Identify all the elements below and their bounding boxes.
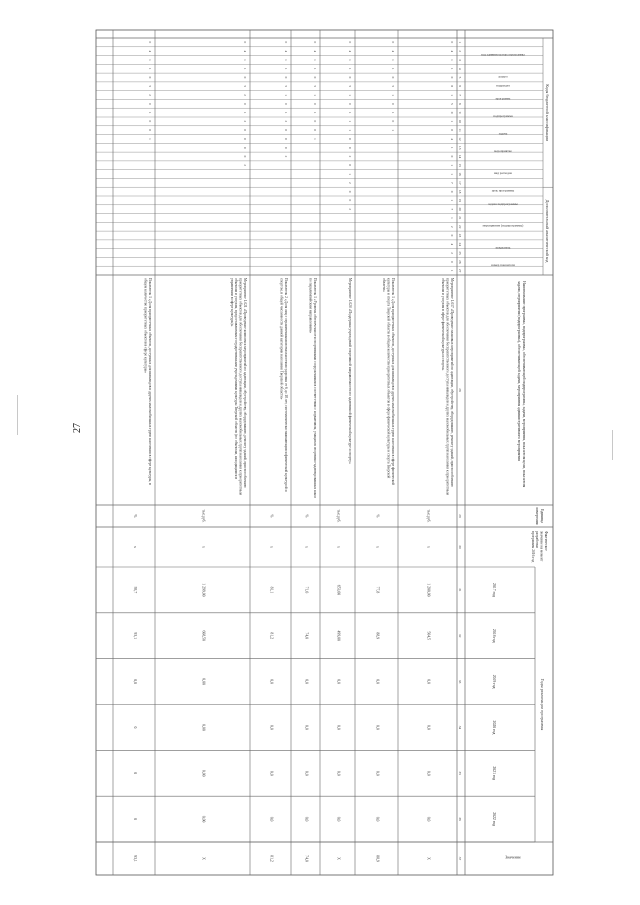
- row-code-digit: 0: [348, 164, 352, 167]
- row-code-digit: 1: [391, 59, 395, 61]
- column-number: 37: [458, 856, 462, 861]
- row-code-digit: 1: [450, 94, 454, 96]
- row-code-digit: 1: [348, 59, 352, 61]
- row-code-digit: 0: [348, 41, 352, 44]
- row-base: х: [375, 546, 380, 548]
- row-code-digit: 1: [313, 67, 317, 70]
- row-code-digit: 4: [284, 50, 288, 53]
- row-code-digit: 7: [450, 208, 454, 211]
- column-number: 19: [458, 198, 462, 203]
- row-total: 88,9: [375, 855, 380, 862]
- code-header-gov_code: код администратора программы: [481, 52, 525, 57]
- year-header-2019: 2019 год: [492, 674, 496, 689]
- row-code-digit: 0: [243, 41, 247, 44]
- row-name: Мероприятие 1.021 «Проведение комплекса мероприятий по адаптации, обустройству, оборудованию, ремонту зданий, приспособлениюприоритетных объектов для обеспечения беспрепятственного доступа инвалидов и других маломобильных групп населения к приоритетнымобъектам и услугам, предоставляемым государственными учреждениями культуры Тверской области (по объектам, находящимся вуправлении в сфере культуры)»: [229, 278, 247, 496]
- row-code-digit: 1: [450, 269, 454, 272]
- row-code-digit: 5: [391, 85, 395, 88]
- row-code-digit: 2: [243, 120, 247, 123]
- column-number: 16: [458, 172, 462, 176]
- code-header-admin_task: задача подпрограммы: [488, 201, 518, 206]
- row-base: х: [426, 546, 431, 548]
- column-number: 18: [458, 189, 462, 194]
- row-code-digit: 0: [313, 129, 317, 132]
- row-value-y2022: 0,0: [269, 816, 274, 822]
- row-unit: %: [133, 514, 137, 518]
- row-code-digit: 7: [450, 181, 454, 184]
- row-code-digit: 1: [348, 129, 352, 132]
- column-number: 34: [458, 725, 462, 730]
- column-number: 21: [458, 216, 462, 220]
- row-value-y2022: 0,0: [304, 816, 309, 822]
- row-base: х: [133, 546, 137, 548]
- row-name: Мероприятие 1.017 «Проведение плановых мероприятий по адаптации, обустройству, оборудованию, ремонту зданий, приспособлениюприоритетных объектов для обеспечения беспрепятственного доступа инвалидов и других маломобильных групп населения к приоритетнымобъектам и услугам в сфере физической культуры и спорта»: [441, 278, 454, 496]
- row-code-digit: 1: [148, 67, 152, 70]
- row-code-digit: 0: [450, 41, 454, 44]
- row-code-digit: 8: [450, 85, 454, 88]
- column-number: 28: [458, 388, 462, 392]
- row-code-digit: 2: [148, 94, 152, 96]
- row-code-digit: 1: [450, 217, 454, 219]
- row-code-digit: 0: [243, 129, 247, 132]
- row-value-y2022: 0,00: [201, 815, 206, 823]
- code-header-main_razdel: раздел: [498, 74, 508, 79]
- row-code-digit: 0: [284, 76, 288, 79]
- year-header-2018: 2018 год: [492, 628, 496, 643]
- code-header-subprogram: подпрограмма: [493, 114, 513, 118]
- column-number: 30: [458, 545, 462, 549]
- row-total: Х: [336, 857, 341, 860]
- row-code-digit: 5: [284, 85, 288, 88]
- row-value-y2017: 653,00: [336, 584, 341, 596]
- row-value-y2022: 0: [133, 818, 137, 821]
- row-code-digit: 1: [243, 59, 247, 61]
- row-value-y2017: 77,8: [375, 586, 380, 594]
- row-value-y2022: 0,0: [426, 816, 431, 822]
- row-base: х: [201, 546, 206, 548]
- row-unit: %: [375, 514, 380, 518]
- column-number: 10: [458, 119, 462, 124]
- row-value-y2018: 504,5: [426, 631, 431, 641]
- column-number: 23: [458, 233, 462, 238]
- row-code-digit: 0: [313, 76, 317, 79]
- row-code-digit: 0: [391, 120, 395, 123]
- row-value-y2020: 0: [133, 726, 137, 729]
- row-code-digit: 0: [450, 76, 454, 79]
- column-number: 15: [458, 163, 462, 167]
- row-base: х: [336, 546, 341, 548]
- column-number: 14: [458, 154, 462, 159]
- codes-title: Коды бюджетной классификации: [545, 84, 550, 141]
- row-code-digit: 0: [284, 146, 288, 149]
- column-number: 25: [458, 251, 462, 255]
- row-value-y2017: 93,7: [133, 586, 137, 594]
- row-code-digit: 4: [450, 138, 454, 140]
- column-number: 6: [458, 85, 462, 88]
- row-value-y2020: 0,0: [336, 725, 341, 730]
- row-code-digit: 1: [313, 138, 317, 140]
- row-code-digit: 0: [450, 155, 454, 158]
- row-code-digit: 1: [148, 111, 152, 114]
- column-number: 24: [458, 242, 462, 246]
- row-value-y2018: 608,50: [201, 630, 206, 641]
- row-value-y2020: 0,0: [304, 725, 309, 730]
- row-code-digit: 1: [348, 111, 352, 114]
- row-code-digit: 2: [450, 252, 454, 254]
- row-code-digit: 2: [284, 155, 288, 158]
- fin-header: Фактическоезначение на моментразработкипрограммы 2016 год: [530, 531, 548, 563]
- budget-table: [96, 30, 553, 875]
- row-value-y2020: 0,0: [426, 725, 431, 730]
- row-code-digit: 1: [284, 94, 288, 96]
- row-code-digit: 1: [284, 59, 288, 61]
- row-code-digit: 1: [450, 146, 454, 149]
- row-code-digit: 5: [148, 85, 152, 88]
- row-value-y2021: 0,0: [375, 770, 380, 776]
- row-code-digit: 1: [450, 120, 454, 123]
- code-header-admin_code_sub: цель программы: [491, 188, 515, 193]
- row-code-digit: 1: [284, 111, 288, 114]
- years-title: Годы реализации программы: [540, 678, 545, 731]
- row-code-digit: 0: [450, 111, 454, 114]
- column-number: 9: [458, 111, 462, 114]
- row-code-digit: 5: [313, 85, 317, 88]
- row-code-digit: 0: [348, 146, 352, 149]
- row-code-digit: 1: [450, 67, 454, 70]
- row-code-digit: 1: [450, 173, 454, 175]
- row-total: 93,1: [133, 855, 137, 862]
- row-code-digit: 0: [284, 102, 288, 105]
- column-number: 32: [458, 634, 462, 638]
- column-number: 31: [458, 588, 462, 592]
- year-header-2020: 2020 год: [492, 720, 496, 735]
- table-border: [96, 30, 553, 875]
- column-number: 35: [458, 771, 462, 775]
- row-total: Х: [201, 857, 206, 860]
- row-value-y2019: 0,0: [269, 679, 274, 684]
- row-value-y2021: 0,0: [304, 770, 309, 776]
- scan-margin-mark-right: [612, 430, 613, 460]
- row-unit: тыс.руб.: [336, 509, 341, 523]
- row-code-digit: 0: [148, 129, 152, 132]
- row-code-digit: 0: [391, 41, 395, 44]
- row-code-digit: 1: [391, 67, 395, 70]
- year-header-2017: 2017 год: [492, 583, 496, 597]
- column-number: 13: [458, 146, 462, 150]
- row-value-y2021: 0: [133, 772, 137, 775]
- row-code-digit: 0: [148, 120, 152, 123]
- row-value-y2019: 0,0: [304, 679, 309, 684]
- row-total: 81,2: [269, 855, 274, 862]
- column-number: 33: [458, 679, 462, 684]
- row-value-y2018: 74,0: [304, 632, 309, 640]
- row-code-digit: 0: [348, 102, 352, 105]
- row-code-digit: 2: [348, 181, 352, 184]
- row-code-digit: 4: [243, 50, 247, 53]
- row-code-digit: 1: [148, 59, 152, 61]
- row-unit: %: [304, 514, 309, 518]
- column-number: 8: [458, 102, 462, 105]
- row-code-digit: 1: [348, 94, 352, 96]
- row-code-digit: 4: [450, 50, 454, 53]
- row-code-digit: 0: [243, 102, 247, 105]
- row-code-digit: 5: [450, 102, 454, 105]
- row-code-digit: 0: [391, 76, 395, 79]
- row-code-digit: 0: [243, 76, 247, 79]
- row-value-y2020: 0,00: [201, 724, 206, 731]
- row-name: Мероприятие 1.020 «Поддержка учреждений спортивной направленности по адаптивной физической культуре и спорту»: [348, 278, 352, 464]
- code-header-admin_measure: мероприятие (подпрограммы): [482, 223, 524, 228]
- row-code-digit: 1: [348, 67, 352, 70]
- row-code-digit: 0: [313, 41, 317, 44]
- code-header-kind: вид расходов: [494, 171, 512, 176]
- row-value-y2020: 0,0: [375, 725, 380, 730]
- row-value-y2019: 0,0: [336, 679, 341, 684]
- row-code-digit: 0: [450, 190, 454, 193]
- row-code-digit: 0: [284, 41, 288, 44]
- code-header-task: задача: [498, 131, 508, 136]
- row-code-digit: 0: [313, 102, 317, 105]
- row-code-digit: 1: [391, 129, 395, 132]
- column-number: 1: [458, 41, 462, 44]
- row-code-digit: 2: [243, 94, 247, 96]
- column-number: 22: [458, 225, 462, 229]
- row-code-digit: 1: [313, 94, 317, 96]
- row-code-digit: 1: [348, 120, 352, 123]
- row-unit: тыс.руб.: [201, 509, 206, 523]
- row-code-digit: 1: [313, 59, 317, 61]
- row-code-digit: 1: [313, 111, 317, 114]
- row-value-y2017: 1 200,00: [426, 583, 431, 597]
- code-header-podrazdel: подраздел: [496, 83, 510, 88]
- row-code-digit: 4: [348, 50, 352, 53]
- page-number: 27: [72, 423, 83, 433]
- row-code-digit: 1: [243, 111, 247, 114]
- program-name-header: Наименование программы, подпрограммы, обеспечивающей подпрограммы, задачи, мероприятия, показателя цели, показателязадачи, мероприятия (подпрограммы), обеспечивающей задачи, мероприятия административного мероприятия: [517, 281, 526, 488]
- row-value-y2017: 81,1: [269, 586, 274, 594]
- row-name: Показатель 1 «Доля приоритетных объектов, доступных для инвалидов и других маломобильных групп населения в сфере физическойкультуры и спорта Тверской области в общем количестве приоритетных объектов в сфере физической культуры и спорта Тверскойобласти»: [382, 278, 395, 486]
- column-number: 29: [458, 514, 462, 518]
- row-value-y2017: 71,0: [304, 586, 309, 594]
- row-code-digit: 5: [348, 85, 352, 88]
- row-unit: тыс.руб.: [426, 509, 431, 523]
- row-code-digit: 0: [391, 102, 395, 105]
- row-code-digit: 2: [348, 155, 352, 158]
- row-value-y2021: 0,0: [336, 770, 341, 776]
- scan-margin-mark: [17, 395, 18, 435]
- row-code-digit: 0: [450, 260, 454, 263]
- row-code-digit: 1: [450, 59, 454, 61]
- row-code-digit: 0: [243, 155, 247, 158]
- row-name: Показатель 1 «Доля приоритетных объектов, доступных для инвалидов и других маломобильных групп населения в сфере культуры, вобщем количестве приоритетных объектов в сфере культуры»: [143, 278, 152, 485]
- column-number: 20: [458, 207, 462, 211]
- row-code-digit: 0: [348, 76, 352, 79]
- column-number: 36: [458, 817, 462, 821]
- row-code-digit: 0: [148, 102, 152, 105]
- row-code-digit: 1: [284, 67, 288, 70]
- row-code-digit: 1: [450, 164, 454, 167]
- column-number: 5: [458, 76, 462, 79]
- column-number: 27: [458, 268, 462, 273]
- row-code-digit: 0: [284, 129, 288, 132]
- code-header-admin_show: показатель: [495, 245, 511, 250]
- row-base: х: [269, 546, 274, 548]
- row-value-y2017: 1 299,00: [201, 583, 206, 597]
- row-code-digit: 0: [313, 120, 317, 123]
- value-header: Значение: [505, 854, 521, 860]
- row-value-y2021: 0,00: [201, 769, 206, 777]
- row-code-digit: 2: [243, 164, 247, 167]
- row-unit: %: [269, 514, 274, 518]
- admin-code-title: Дополнительный аналитический код: [545, 199, 550, 263]
- row-code-digit: 2: [348, 208, 352, 211]
- row-code-digit: 0: [243, 138, 247, 140]
- column-number: 4: [458, 67, 462, 70]
- column-number: 26: [458, 260, 462, 264]
- row-value-y2018: 499,00: [336, 630, 341, 641]
- column-number: 7: [458, 94, 462, 96]
- row-value-y2021: 0,0: [269, 770, 274, 776]
- row-code-digit: 1: [391, 111, 395, 114]
- row-code-digit: 1: [148, 138, 152, 140]
- row-value-y2019: 0,00: [201, 678, 206, 685]
- row-code-digit: 1: [243, 67, 247, 70]
- row-code-digit: 1: [450, 199, 454, 202]
- row-value-y2019: 0,0: [375, 679, 380, 684]
- row-total: Х: [426, 857, 431, 860]
- row-code-digit: 0: [348, 190, 352, 193]
- row-value-y2018: 88,9: [375, 632, 380, 640]
- row-name: Показатель 2 «Доля лиц с ограниченными возможностями здоровья от 6 до 18 лет, систематически занимающихся физической культурой испортом, в общей численности данной категории населения Тверской области»: [279, 278, 288, 492]
- row-code-digit: 0: [348, 138, 352, 140]
- row-code-digit: 1: [391, 94, 395, 96]
- row-value-y2019: 0,0: [133, 679, 137, 684]
- row-base: х: [304, 546, 309, 548]
- row-value-y2021: 0,0: [426, 770, 431, 776]
- row-value-y2020: 0,0: [269, 725, 274, 730]
- row-code-digit: 2: [284, 120, 288, 123]
- row-code-digit: 2: [450, 225, 454, 228]
- row-value-y2019: 0,0: [426, 679, 431, 684]
- code-header-program: программа: [495, 96, 511, 101]
- column-number: 11: [458, 128, 462, 132]
- row-code-digit: 0: [348, 199, 352, 202]
- column-number: 12: [458, 137, 462, 141]
- row-code-digit: 0: [450, 234, 454, 237]
- year-header-2022: 2022 год: [492, 812, 496, 826]
- row-value-y2018: 81,2: [269, 632, 274, 640]
- unit-header: Единица: [540, 508, 544, 524]
- row-value-y2022: 0,0: [375, 816, 380, 822]
- row-code-digit: 0: [243, 146, 247, 149]
- row-code-digit: 4: [148, 50, 152, 53]
- column-number: 2: [458, 50, 462, 53]
- row-code-digit: 1: [348, 173, 352, 175]
- row-total: 74,0: [304, 855, 309, 862]
- row-code-digit: 0: [450, 129, 454, 132]
- row-code-digit: 4: [313, 50, 317, 53]
- code-header-measure: мероприятие: [494, 149, 512, 154]
- column-number: 3: [458, 59, 462, 61]
- column-number: 17: [458, 181, 462, 185]
- row-code-digit: 5: [243, 85, 247, 88]
- unit-header-2: измерения: [535, 507, 539, 525]
- row-code-digit: 0: [284, 138, 288, 140]
- year-header-2021: 2021 год: [492, 766, 496, 781]
- row-code-digit: 0: [148, 76, 152, 79]
- code-header-admin_num: номер показателя: [491, 263, 515, 268]
- row-name: Показатель 1 «Уровень обеспеченности спортивными сооружениями в соответствии с нормативом, учащихся спортивно-адаптированных школпо паралимпийским направлениям»: [308, 278, 317, 498]
- row-code-digit: 4: [450, 243, 454, 246]
- row-value-y2018: 93,1: [133, 632, 137, 640]
- row-value-y2022: 0,0: [336, 816, 341, 822]
- row-code-digit: 0: [148, 41, 152, 44]
- row-code-digit: 4: [391, 50, 395, 53]
